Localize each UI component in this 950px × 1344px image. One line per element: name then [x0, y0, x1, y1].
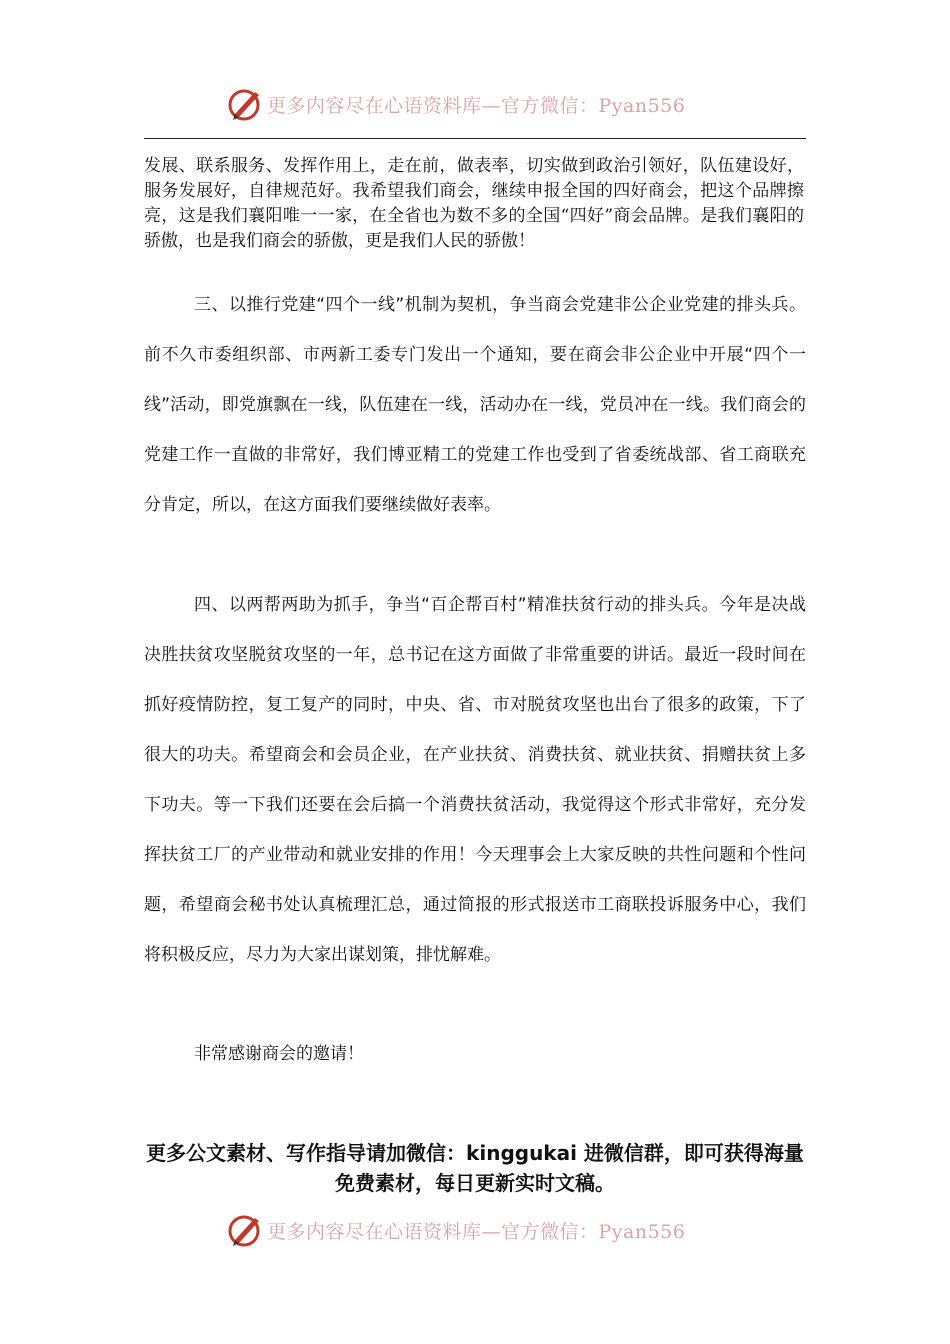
header-banner-text: 更多内容尽在心语资料库—官方微信：Pyan556 — [267, 94, 686, 117]
pen-logo-icon — [225, 1210, 265, 1250]
footer-banner-text: 更多内容尽在心语资料库—官方微信：Pyan556 — [267, 1220, 686, 1243]
closing-paragraph: 非常感谢商会的邀请！ — [194, 1044, 364, 1064]
continuation-paragraph: 发展、联系服务、发挥作用上，走在前，做表率，切实做到政治引领好，队伍建设好，服务发展好，自律规范好。我希望我们商会，继续申报全国的四好商会，把这个品牌擦亮，这是我们襄阳唯一一家，在全省也为数不多的全国“四好”商会品牌。是我们襄阳的骄傲，也是我们商会的骄傲，更是我们人民的骄傲！ — [144, 156, 804, 251]
header-banner — [225, 84, 685, 124]
promo-text: 更多公文素材、写作指导请加微信：kinggukai 进微信群，即可获得海量免费素材，每日更新实时文稿。 — [146, 1141, 804, 1195]
header-divider — [144, 138, 806, 139]
section-three-paragraph: 三、以推行党建“四个一线”机制为契机，争当商会党建非公企业党建的排头兵。前不久市委组织部、市两新工委专门发出一个通知，要在商会非公企业中开展“四个一线”活动，即党旗飘在一线，队伍建在一线，活动办在一线，党员冲在一线。我们商会的党建工作一直做的非常好，我们博亚精工的党建工作也受到了省委统战部、省工商联充分肯定，所以，在这方面我们要继续做好表率。 — [144, 295, 806, 515]
pen-logo-icon — [225, 84, 265, 124]
section-four-paragraph: 四、以两帮两助为抓手，争当“百企帮百村”精准扶贫行动的排头兵。今年是决战决胜扶贫攻坚脱贫攻坚的一年，总书记在这方面做了非常重要的讲话。最近一段时间在抓好疫情防控，复工复产的同时，中央、省、市对脱贫攻坚也出台了很多的政策，下了很大的功夫。希望商会和会员企业，在产业扶贫、消费扶贫、就业扶贫、捐赠扶贫上多下功夫。等一下我们还要在会后搞一个消费扶贫活动，我觉得这个形式非常好，充分发挥扶贫工厂的产业带动和就业安排的作用！今天理事会上大家反映的共性问题和个性问题，希望商会秘书处认真梳理汇总，通过简报的形式报送市工商联投诉服务中心，我们将积极反应，尽力为大家出谋划策，排忧解难。 — [144, 595, 806, 965]
footer-banner — [225, 1210, 685, 1250]
